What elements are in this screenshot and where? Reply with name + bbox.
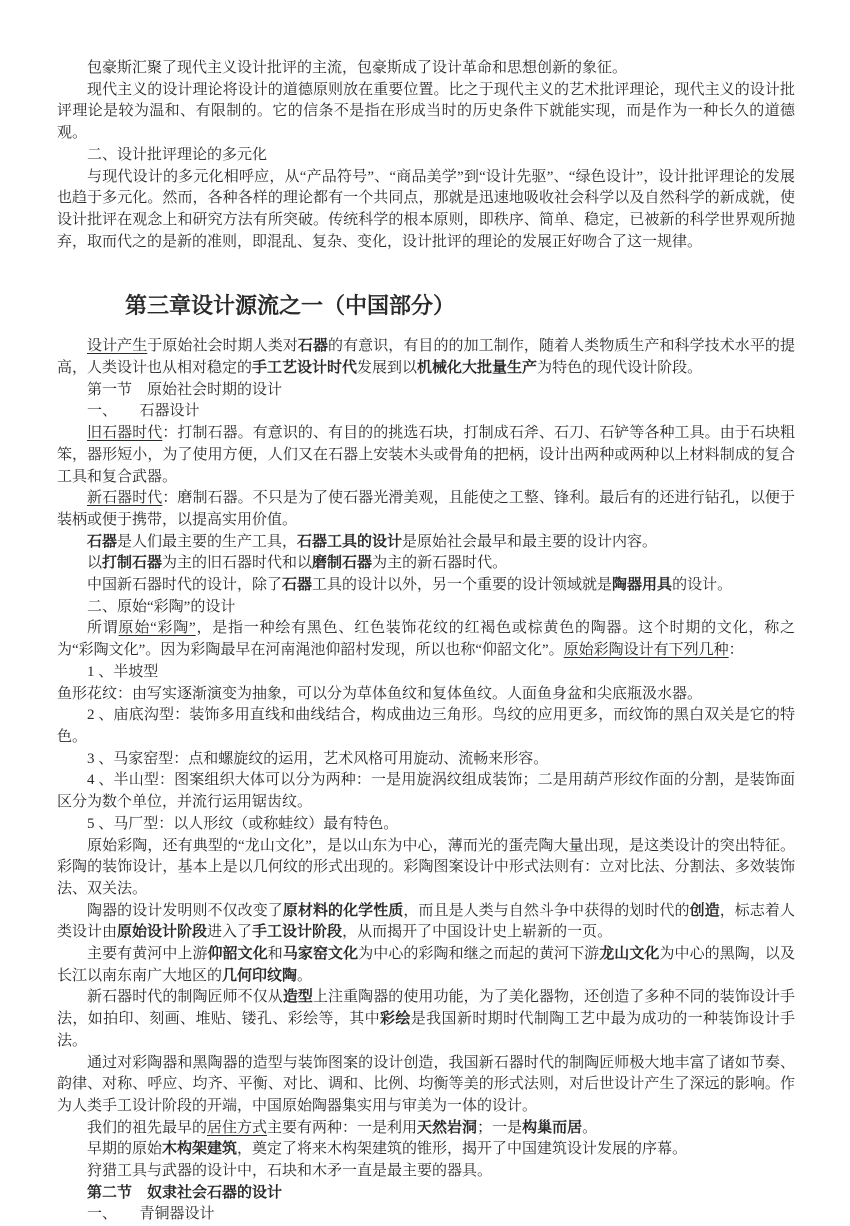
underline-run: 旧石器时代	[87, 425, 163, 442]
paragraph	[57, 336, 795, 379]
text-run: ，标志着人类设计由	[57, 902, 795, 941]
paragraph	[57, 58, 795, 80]
bold-run: 木构架建筑	[162, 1141, 238, 1158]
bold-run: 原材料的化学性质	[282, 902, 404, 919]
text-run: 新石器时代的制陶匠师不仅从	[87, 989, 283, 1006]
text-run: 1 、半坡型	[87, 663, 159, 680]
text-run: 工具的设计以外，另一个重要的设计领域就是	[312, 577, 613, 594]
paragraph	[57, 401, 795, 423]
paragraph	[57, 145, 795, 167]
text-run: 二、设计批评理论的多元化	[87, 146, 268, 163]
bold-run: 仰韶文化	[207, 946, 268, 963]
paragraph	[57, 770, 795, 813]
paragraph	[57, 901, 795, 944]
chapter-heading: 第三章设计源流之一（中国部分）	[125, 293, 456, 319]
bold-run: 造型	[282, 989, 313, 1006]
text-run: 一、 青铜器设计	[87, 1206, 215, 1223]
text-run: 为特色的现代设计阶段。	[537, 360, 703, 377]
text-run: 发展到以	[357, 360, 418, 377]
text-run: 陶器的设计发明则不仅改变了	[87, 902, 283, 919]
paragraph	[57, 1118, 795, 1140]
text-run: 5 、马厂型：以人形纹（或称蛙纹）最有特色。	[87, 815, 399, 832]
text-run: 为中心的彩陶和继之而起的黄河下游	[358, 946, 600, 963]
chapter-section	[57, 336, 795, 1226]
bold-run: 石器	[282, 577, 313, 594]
paragraph	[57, 380, 795, 402]
bold-run: 石器	[297, 338, 329, 355]
text-run: 现代主义的设计理论将设计的道德原则放在重要位置。比之于现代主义的艺术批评理论，现代主义的设计批评理论是较为温和、有限制的。它的信条不是指在形成当时的历史条件下就能实现，而是作为一种长久的道德观。	[57, 81, 795, 142]
paragraph	[57, 532, 795, 554]
paragraph	[57, 1053, 795, 1118]
text-run: 鱼形花纹：由写实逐渐演变为抽象，可以分为草体鱼纹和复体鱼纹。人面鱼身盆和尖底瓶汲水器。	[57, 685, 703, 702]
text-run: 为主的旧石器时代和以	[162, 555, 313, 572]
text-run: 以	[87, 555, 103, 572]
paragraph	[57, 684, 795, 706]
text-run: 。	[582, 1119, 598, 1136]
text-run: 的有意识，有目的的加工制作，随着人类物质生产和科学技术水平的提高，人类设计也从相对稳定的	[57, 338, 795, 377]
text-run: 第一节 原始社会时期的设计	[87, 381, 283, 398]
bold-run: 马家窑文化	[282, 946, 359, 963]
text-run: 通过对彩陶器和黑陶器的造型与装饰图案的设计创造，我国新石器时代的制陶匠师极大地丰富了诸如节奏、韵律、对称、呼应、均齐、平衡、对比、调和、比例、均衡等美的形式法则，对后世设计产生了深远的影响。作为人类手工设计阶段的开端，中国原始陶器集实用与审美为一体的设计。	[57, 1054, 795, 1114]
paragraph	[57, 836, 795, 901]
text-run: 中国新石器时代的设计，除了	[87, 577, 283, 594]
paragraph	[57, 553, 795, 575]
text-run: 3 、马家窑型：点和螺旋纹的运用，艺术风格可用旋动、流畅来形容。	[87, 750, 549, 767]
underline-run: 原始彩陶设计有下列几种	[563, 642, 729, 659]
text-run: 早期的原始	[87, 1141, 163, 1158]
paragraph	[57, 987, 795, 1052]
paragraph	[57, 705, 795, 748]
text-run: 二、原始“彩陶”的设计	[87, 598, 236, 615]
text-run: 原始彩陶，还有典型的“龙山文化”，是以山东为中心，薄而光的蛋壳陶大量出现，是这类设计的突出特征。彩陶的装饰设计，基本上是以几何纹的形式出现的。彩陶图案设计中形式法则有：立对比法、分割法、多效装饰法、双关法。	[57, 837, 795, 897]
bold-run: 构巢而居	[522, 1119, 583, 1136]
text-run: 是原始社会最早和最主要的设计内容。	[402, 533, 658, 550]
bold-run: 彩绘	[380, 1011, 411, 1028]
paragraph	[57, 1204, 795, 1226]
text-run: 主要有两种：一是利用	[267, 1119, 418, 1136]
paragraph	[57, 618, 795, 661]
paragraph	[57, 1161, 795, 1183]
bold-run: 机械化大批量生产	[417, 360, 538, 377]
underline-run: 居住方式	[207, 1119, 268, 1136]
text-run: 为主的新石器时代。	[372, 555, 508, 572]
bold-run: 天然岩洞	[417, 1119, 478, 1136]
text-run: 我们的祖先最早的	[87, 1119, 208, 1136]
underline-run: 原始“彩陶”	[118, 620, 196, 637]
text-run: ，而且是人类与自然斗争中获得的划时代的	[403, 902, 690, 919]
paragraph	[57, 749, 795, 771]
text-run: 为中心的黑陶，以及长江以南东南广大地区的	[57, 946, 795, 984]
text-run: ；一是	[477, 1119, 523, 1136]
text-run: 和	[267, 946, 283, 963]
paragraph	[57, 575, 795, 597]
bold-run: 创造	[689, 902, 720, 919]
paragraph	[57, 80, 795, 145]
bold-run: 石器	[87, 533, 118, 550]
text-run: 与现代设计的多元化相呼应，从“产品符号”、“商品美学”到“设计先驱”、“绿色设计”，设计批评理论的发展也趋于多元化。然而，各种各样的理论都有一个共同点，那就是迅速地吸收社会科学以及自然科学的新成就，使设计批评在观念上和研究方法有所突破。传统科学的根本原则，即秩序、简单、稳定，已被新的科学世界观所抛弃，取而代之的是新的准则，即混乱、复杂、变化，设计批评的理论的发展正好吻合了这一规律。	[57, 168, 795, 250]
paragraph	[57, 167, 795, 254]
bold-run: 龙山文化	[599, 946, 660, 963]
text-run: 。	[297, 967, 313, 984]
text-run: ：打制石器。有意识的、有目的的挑选石块，打制成石斧、石刀、石铲等各种工具。由于石块粗笨，器形短小，为了使用方便，人们又在石器上安装木头或骨角的把柄，设计出两种或两种以上材料制成的复合工具和复合武器。	[57, 425, 795, 485]
bold-run: 磨制石器	[312, 555, 373, 572]
paragraph	[57, 814, 795, 836]
text-run: 是我国新时期时代制陶工艺中最为成功的一种装饰设计手法。	[57, 1011, 795, 1049]
bold-run: 石器工具的设计	[297, 533, 403, 550]
section-title	[57, 1183, 795, 1205]
paragraph	[57, 662, 795, 684]
paragraph	[57, 944, 795, 987]
text-run: 上注重陶器的使用功能，为了美化器物，还创造了多种不同的装饰设计手法，如拍印、刻画、堆贴、镂孔、彩绘等，其中	[57, 989, 795, 1028]
intro-section	[57, 58, 795, 253]
text-run: 狩猎工具与武器的设计中，石块和木矛一直是最主要的器具。	[87, 1163, 493, 1180]
text-run: 的设计。	[672, 577, 733, 594]
bold-run: 原始设计阶段	[117, 924, 208, 941]
text-run: ，奠定了将来木构架建筑的锥形，揭开了中国建筑设计发展的序幕。	[237, 1141, 688, 1158]
text-run: 主要有黄河中上游	[87, 946, 208, 963]
text-run: 一、 石器设计	[87, 403, 200, 420]
text-run: 第二节 奴隶社会石器的设计	[87, 1184, 283, 1201]
text-run: 包豪斯汇聚了现代主义设计批评的主流，包豪斯成了设计革命和思想创新的象征。	[87, 60, 628, 76]
underline-run: 设计产生	[87, 338, 148, 355]
text-run: 是人们最主要的生产工具，	[117, 533, 298, 550]
bold-run: 手工艺设计时代	[252, 360, 358, 377]
paragraph	[57, 597, 795, 619]
bold-run: 陶器用具	[612, 577, 673, 594]
text-run: 所谓	[87, 620, 119, 637]
paragraph	[57, 488, 795, 531]
bold-run: 手工设计阶段	[252, 924, 343, 941]
paragraph	[57, 423, 795, 488]
text-run: ，是指一种绘有黑色、红色装饰花纹的红褐色或棕黄色的陶器。这个时期的文化，称之为“彩陶文化”。因为彩陶最早在河南渑池仰韶村发现，所以也称“仰韶文化”。	[57, 620, 795, 659]
text-run: 4 、半山型：图案组织大体可以分为两种：一是用旋涡纹组成装饰；二是用葫芦形纹作面的分割，是装饰面区分为数个单位，并流行运用锯齿纹。	[57, 772, 795, 811]
text-run: ，从而揭开了中国设计史上崭新的一页。	[342, 924, 613, 941]
text-run: 于原始社会时期人类对	[147, 338, 298, 355]
text-run: 进入了	[207, 924, 253, 941]
paragraph	[57, 1139, 795, 1161]
text-run: ：	[728, 642, 744, 659]
bold-run: 几何印纹陶	[222, 967, 298, 984]
text-run: ：磨制石器。不只是为了使石器光滑美观，且能使之工整、锋利。最后有的还进行钻孔，以便于装柄或便于携带，以提高实用价值。	[57, 490, 795, 528]
text-run: 2 、庙底沟型：装饰多用直线和曲线结合，构成曲边三角形。鸟纹的应用更多，而纹饰的黑白双关是它的特色。	[57, 707, 795, 745]
bold-run: 打制石器	[102, 555, 163, 572]
underline-run: 新石器时代	[87, 490, 163, 507]
